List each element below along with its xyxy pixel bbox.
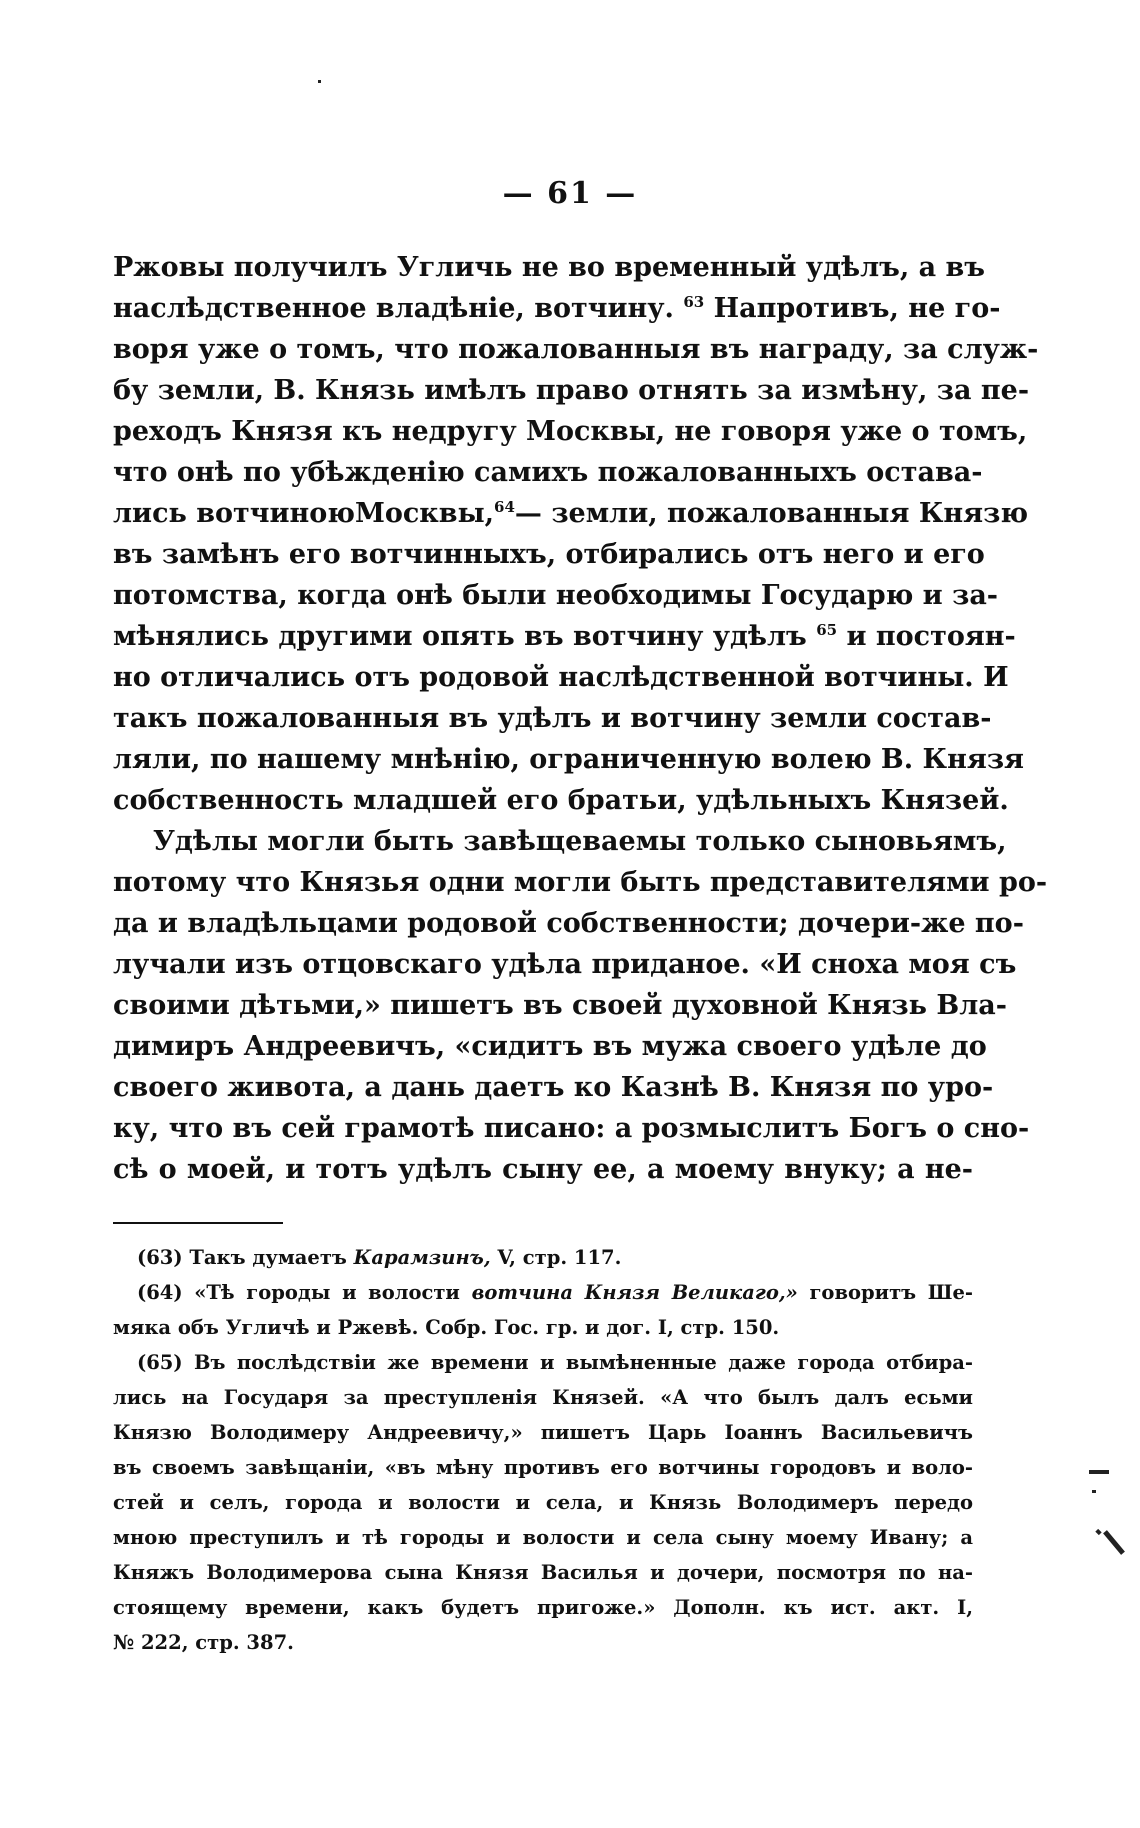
scan-speck	[1103, 1530, 1125, 1555]
footnote-line	[113, 1520, 973, 1555]
footnote-line	[113, 1485, 973, 1520]
footnote-text: (65) Въ послѣдствіи же времени и вымѣненные даже города отбира-	[137, 1351, 973, 1374]
footnote-ref-64[interactable]: 64	[494, 498, 515, 516]
text-line	[113, 329, 1039, 370]
text-line	[113, 1026, 987, 1067]
footnote-text: (64) «Тѣ городы и волости	[137, 1281, 460, 1304]
text-line-content: Ржовы получилъ Угличь не во временный удѣлъ, а въ	[113, 252, 985, 283]
text-line	[113, 452, 983, 493]
footnote-64	[113, 1275, 973, 1310]
scan-speck	[1095, 1529, 1101, 1535]
text-line	[113, 493, 1029, 534]
text-line-content: своего живота, а дань даетъ ко Казнѣ В. Князя по уро-	[113, 1072, 994, 1103]
text-line-content: своими дѣтьми,» пишетъ въ своей духовной Князь Вла-	[113, 990, 1007, 1021]
footnote-ref-63[interactable]: 63	[683, 293, 705, 311]
text-line	[113, 575, 999, 616]
text-line-content: бу земли, В. Князь имѣлъ право отнять за измѣну, за пе-	[113, 375, 1030, 406]
footnote-line	[113, 1555, 973, 1590]
text-line-content: ку, что въ сей грамотѣ писано: а розмыслитъ Богъ о сно-	[113, 1113, 1030, 1144]
text-line-content: воря уже о томъ, что пожалованныя въ награду, за служ-	[113, 334, 1039, 365]
text-line-content: лись вотчиноюМосквы,	[113, 498, 495, 529]
main-text-body	[113, 247, 1048, 1190]
text-line-content: — земли, пожалованныя Князю	[514, 498, 1029, 529]
text-line	[113, 1108, 1030, 1149]
footnote-text: Княжъ Володимерова сына Князя Василья и дочери, посмотря по на-	[113, 1561, 973, 1584]
footnote-divider	[113, 1222, 283, 1224]
page-number: — 61 —	[502, 176, 638, 211]
text-line-content: мѣнялись другими опять въ вотчину удѣлъ	[113, 621, 807, 652]
text-line	[113, 247, 985, 288]
footnote-text: стей и селъ, города и волости и села, и Князь Володимеръ передо	[113, 1491, 973, 1514]
text-line	[113, 698, 992, 739]
footnote-italic: Карамзинъ,	[353, 1246, 491, 1269]
footnotes-section	[113, 1240, 973, 1660]
text-line-content: да и владѣльцами родовой собственности; дочери-же по-	[113, 908, 1024, 939]
text-line-content: реходъ Князя къ недругу Москвы, не говоря уже о томъ,	[113, 416, 1028, 447]
text-line	[113, 616, 1016, 657]
text-line-content: Напротивъ, не го-	[713, 293, 1001, 324]
footnote-line	[113, 1590, 973, 1625]
text-line-content: сѣ о моей, и тотъ удѣлъ сыну ее, а моему внуку; а не-	[113, 1154, 973, 1185]
text-line-content: наслѣдственное владѣніе, вотчину.	[113, 293, 674, 324]
text-line	[113, 657, 1009, 698]
scan-speck	[318, 80, 321, 83]
footnote-text: № 222, стр. 387.	[113, 1631, 294, 1654]
footnote-line	[113, 1310, 973, 1345]
footnote-63	[113, 1240, 973, 1275]
footnote-text: въ своемъ завѣщаніи, «въ мѣну противъ его вотчины городовъ и воло-	[113, 1456, 973, 1479]
text-line-content: ляли, по нашему мнѣнію, ограниченную волею В. Князя	[113, 744, 1024, 775]
text-line-content: что онѣ по убѣжденію самихъ пожалованныхъ остава-	[113, 457, 983, 488]
footnote-text: говоритъ Ше-	[809, 1281, 974, 1304]
footnote-text: (63) Такъ думаетъ	[137, 1246, 347, 1269]
text-line-content: димиръ Андреевичъ, «сидитъ въ мужа своего удѣле до	[113, 1031, 987, 1062]
text-line	[113, 411, 1028, 452]
scan-speck	[1089, 1470, 1109, 1474]
text-line-content: и постоян-	[846, 621, 1016, 652]
footnote-text: стоящему времени, какъ будетъ пригоже.» Дополн. къ ист. акт. I,	[113, 1596, 973, 1619]
footnote-line	[113, 1415, 973, 1450]
text-line-content: лучали изъ отцовскаго удѣла приданое. «И сноха моя съ	[113, 949, 1017, 980]
footnote-line	[113, 1380, 973, 1415]
text-line-content: въ замѣнъ его вотчинныхъ, отбирались отъ него и его	[113, 539, 985, 570]
text-line-content: собственность младшей его братьи, удѣльныхъ Князей.	[113, 785, 1009, 816]
text-line-content: потому что Князья одни могли быть представителями ро-	[113, 867, 1048, 898]
footnote-ref-65[interactable]: 65	[816, 621, 838, 639]
text-line-content: потомства, когда онѣ были необходимы Государю и за-	[113, 580, 999, 611]
text-line-content: такъ пожалованныя въ удѣлъ и вотчину земли состав-	[113, 703, 992, 734]
footnote-65	[113, 1345, 973, 1380]
footnote-text: мною преступилъ и тѣ городы и волости и села сыну моему Ивану; а	[113, 1526, 973, 1549]
text-line	[113, 1067, 994, 1108]
footnote-line	[113, 1625, 973, 1660]
text-line	[113, 903, 1024, 944]
text-line	[113, 944, 1017, 985]
footnote-text: Князю Володимеру Андреевичу,» пишетъ Царь Іоаннъ Васильевичъ	[113, 1421, 973, 1444]
footnote-text: мяка объ Угличѣ и Ржевѣ. Собр. Гос. гр. и дог. I, стр. 150.	[113, 1316, 780, 1339]
footnote-text: лись на Государя за преступленія Князей. «А что былъ далъ есьми	[113, 1386, 973, 1409]
text-line	[113, 739, 1024, 780]
text-line	[113, 780, 1009, 821]
scan-speck	[1092, 1490, 1096, 1493]
text-line	[113, 288, 1001, 329]
text-line	[113, 534, 985, 575]
footnote-italic: вотчина Князя Великаго,»	[471, 1281, 798, 1304]
footnote-text: V, стр. 117.	[497, 1246, 622, 1269]
text-line	[113, 370, 1030, 411]
text-line	[113, 862, 1048, 903]
text-line	[113, 1149, 973, 1190]
text-line-content: Удѣлы могли быть завѣщеваемы только сыновьямъ,	[153, 826, 1007, 857]
text-line	[113, 985, 1007, 1026]
text-line	[113, 821, 1007, 862]
footnote-line	[113, 1450, 973, 1485]
text-line-content: но отличались отъ родовой наслѣдственной вотчины. И	[113, 662, 1009, 693]
